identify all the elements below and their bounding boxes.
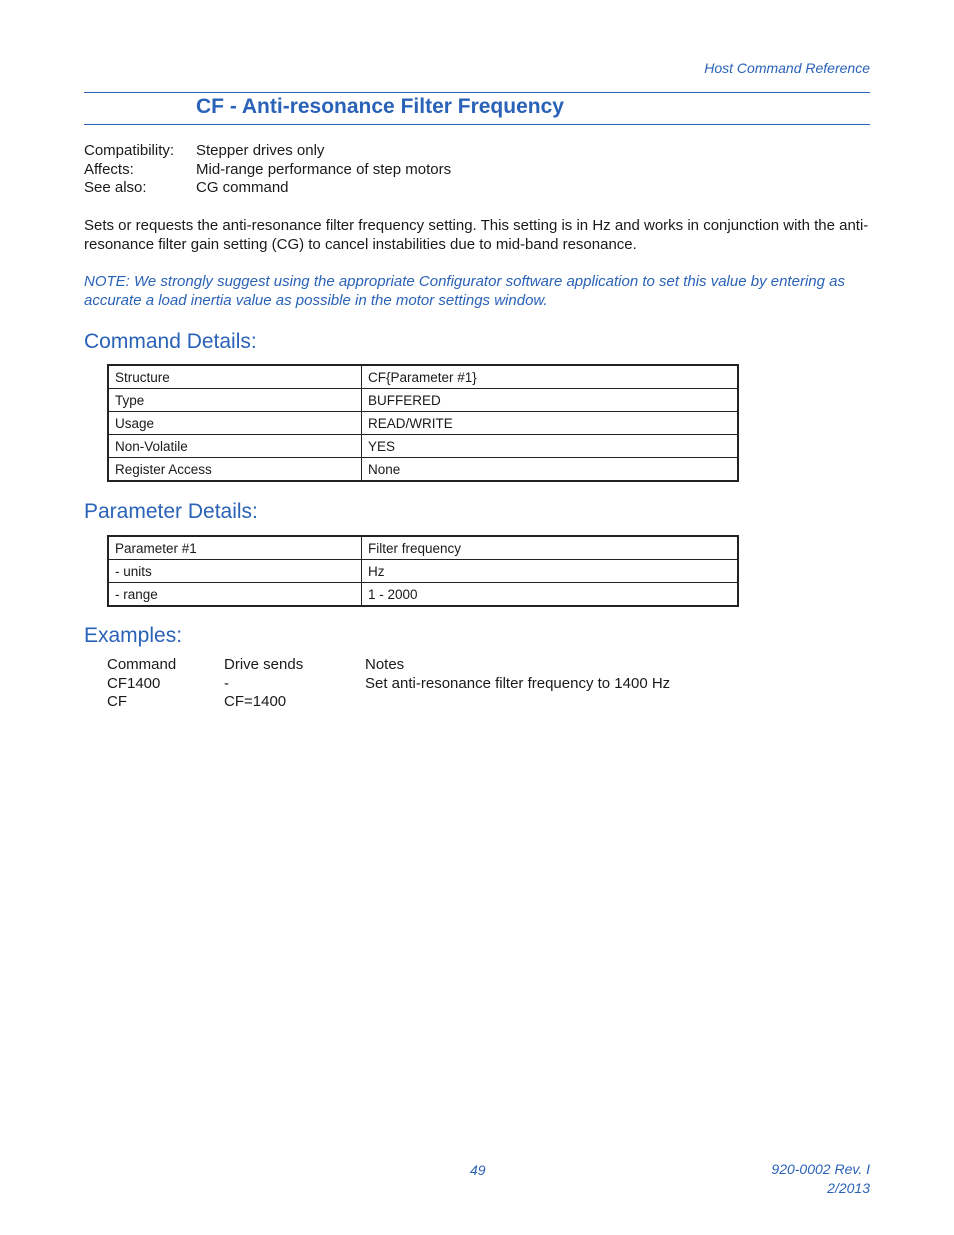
- meta-row-see-also: [84, 179, 451, 198]
- table-cell-value: None: [362, 458, 739, 482]
- footer-revision: [771, 1160, 870, 1197]
- meta-row-affects: [84, 161, 451, 180]
- example-notes: Set anti-resonance filter frequency to 1400 Hz: [365, 674, 671, 692]
- command-details-table: [107, 364, 739, 482]
- table-row: [108, 435, 738, 458]
- example-command: CF1400: [107, 674, 161, 692]
- table-row: [108, 560, 738, 583]
- table-row: [108, 389, 738, 412]
- table-cell-label: Type: [108, 389, 362, 412]
- note-paragraph: NOTE: We strongly suggest using the appropriate Configurator software application to set this value by entering as accurate a load inertia value as possible in the motor settings window.: [84, 273, 845, 309]
- table-row: [108, 412, 738, 435]
- table-row: [108, 458, 738, 482]
- meta-value: Mid-range performance of step motors: [196, 160, 452, 178]
- examples-block: [107, 656, 670, 712]
- table-cell-label: Structure: [108, 365, 362, 389]
- meta-block: [84, 142, 451, 198]
- table-row: [108, 536, 738, 560]
- doc-date: 2/2013: [827, 1179, 870, 1196]
- table-cell-label: Parameter #1: [108, 536, 362, 560]
- table-cell-label: Usage: [108, 412, 362, 435]
- parameter-details-table: [107, 535, 739, 607]
- example-drive-sends: CF=1400: [224, 693, 287, 710]
- table-row: [108, 365, 738, 389]
- section-heading-examples: Examples:: [84, 624, 183, 647]
- examples-header-notes: Notes: [365, 656, 405, 673]
- examples-row: [107, 693, 670, 712]
- page-number: 49: [470, 1162, 486, 1178]
- examples-header-command: Command: [107, 656, 177, 673]
- table-cell-value: YES: [362, 435, 739, 458]
- title-bottom-rule: [84, 124, 870, 125]
- examples-header-drive-sends: Drive sends: [224, 656, 304, 673]
- table-cell-value: BUFFERED: [362, 389, 739, 412]
- meta-value: Stepper drives only: [196, 142, 325, 159]
- meta-key: See also:: [84, 179, 147, 196]
- table-cell-label: Register Access: [108, 458, 362, 482]
- section-heading-command-details: Command Details:: [84, 330, 257, 353]
- table-cell-value: Filter frequency: [362, 536, 739, 560]
- description-paragraph: Sets or requests the anti-resonance filter frequency setting. This setting is in Hz and works in conjunction with the anti-resonance filter gain setting (CG) to cancel instabilities due to mid-band resonance.: [84, 217, 869, 253]
- meta-key: Affects:: [84, 160, 134, 178]
- section-heading-parameter-details: Parameter Details:: [84, 500, 258, 523]
- table-cell-value: Hz: [362, 560, 739, 583]
- table-cell-value: 1 - 2000: [362, 583, 739, 607]
- example-drive-sends: -: [224, 674, 229, 692]
- meta-key: Compatibility:: [84, 142, 175, 159]
- meta-value: CG command: [196, 179, 289, 196]
- table-cell-label: Non-Volatile: [108, 435, 362, 458]
- example-command: CF: [107, 693, 127, 710]
- page-title: CF - Anti-resonance Filter Frequency: [196, 95, 564, 118]
- table-cell-label: - units: [108, 560, 362, 583]
- header-reference: Host Command Reference: [704, 60, 870, 76]
- meta-row-compatibility: [84, 142, 451, 161]
- examples-header-row: [107, 656, 670, 675]
- examples-row: [107, 675, 670, 694]
- table-cell-value: READ/WRITE: [362, 412, 739, 435]
- table-cell-label: - range: [108, 583, 362, 607]
- doc-revision: 920-0002 Rev. I: [771, 1161, 870, 1177]
- table-row: [108, 583, 738, 607]
- title-top-rule: [84, 92, 870, 93]
- table-cell-value: CF{Parameter #1}: [362, 365, 739, 389]
